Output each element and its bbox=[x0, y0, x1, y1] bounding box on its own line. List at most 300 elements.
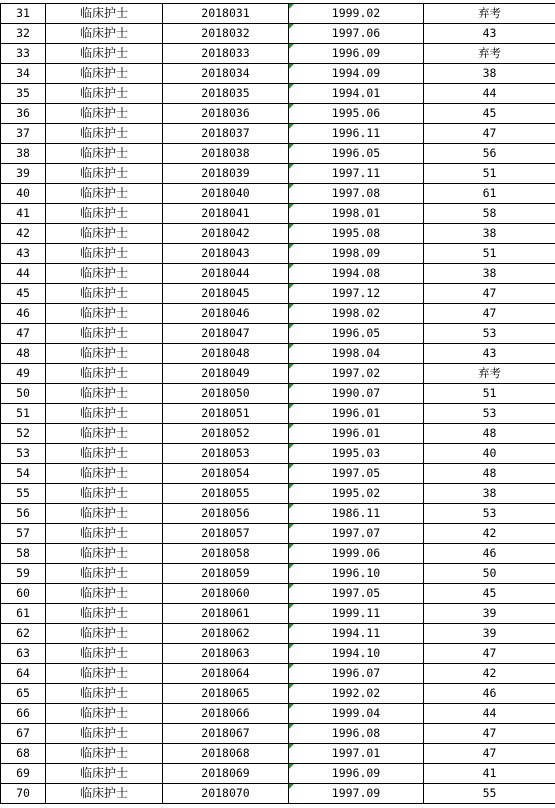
number-as-text-indicator-icon bbox=[289, 444, 294, 449]
row-number-cell-text: 59 bbox=[16, 566, 30, 580]
position-cell-text: 临床护士 bbox=[79, 206, 128, 220]
table-row bbox=[1, 444, 555, 464]
exam-id-cell bbox=[163, 184, 289, 204]
number-as-text-indicator-icon bbox=[289, 504, 294, 509]
exam-id-cell bbox=[163, 544, 289, 564]
score-cell bbox=[424, 284, 555, 304]
position-cell bbox=[46, 444, 163, 464]
position-cell bbox=[46, 344, 163, 364]
score-cell-text: 48 bbox=[482, 466, 497, 480]
score-cell bbox=[424, 324, 555, 344]
position-cell-text: 临床护士 bbox=[79, 646, 128, 660]
exam-id-cell bbox=[163, 484, 289, 504]
table-row bbox=[1, 724, 555, 744]
table-row bbox=[1, 644, 555, 664]
position-cell bbox=[46, 364, 163, 384]
position-cell-text: 临床护士 bbox=[79, 546, 128, 560]
position-cell bbox=[46, 564, 163, 584]
score-cell-text: 51 bbox=[482, 386, 497, 400]
birth-date-cell-text: 1996.09 bbox=[331, 766, 381, 780]
exam-id-cell bbox=[163, 64, 289, 84]
exam-id-cell bbox=[163, 364, 289, 384]
table-row bbox=[1, 464, 555, 484]
score-cell-text: 56 bbox=[482, 146, 497, 160]
birth-date-cell-text: 1994.08 bbox=[331, 266, 381, 280]
exam-id-cell-text: 2018065 bbox=[201, 686, 250, 700]
exam-id-cell-text: 2018060 bbox=[201, 586, 250, 600]
row-number-cell bbox=[1, 184, 46, 204]
birth-date-cell bbox=[289, 384, 424, 404]
number-as-text-indicator-icon bbox=[289, 404, 294, 409]
birth-date-cell bbox=[289, 4, 424, 24]
exam-id-cell-text: 2018049 bbox=[201, 366, 250, 380]
position-cell bbox=[46, 404, 163, 424]
position-cell-text: 临床护士 bbox=[79, 186, 128, 200]
row-number-cell bbox=[1, 364, 46, 384]
number-as-text-indicator-icon bbox=[289, 264, 294, 269]
row-number-cell-text: 64 bbox=[16, 666, 30, 680]
birth-date-cell bbox=[289, 644, 424, 664]
number-as-text-indicator-icon bbox=[289, 744, 294, 749]
exam-id-cell-text: 2018045 bbox=[201, 286, 250, 300]
number-as-text-indicator-icon bbox=[289, 704, 294, 709]
exam-id-cell bbox=[163, 104, 289, 124]
position-cell-text: 临床护士 bbox=[79, 366, 128, 380]
score-cell-text: 53 bbox=[482, 326, 497, 340]
score-cell bbox=[424, 244, 555, 264]
position-cell bbox=[46, 524, 163, 544]
birth-date-cell-text: 1998.02 bbox=[331, 306, 381, 320]
birth-date-cell bbox=[289, 484, 424, 504]
score-cell bbox=[424, 684, 555, 704]
table-row bbox=[1, 344, 555, 364]
row-number-cell-text: 52 bbox=[16, 426, 30, 440]
row-number-cell bbox=[1, 144, 46, 164]
position-cell-text: 临床护士 bbox=[79, 146, 128, 160]
row-number-cell bbox=[1, 604, 46, 624]
score-cell-text: 42 bbox=[482, 666, 497, 680]
position-cell-text: 临床护士 bbox=[79, 86, 128, 100]
exam-id-cell bbox=[163, 444, 289, 464]
score-cell bbox=[424, 204, 555, 224]
number-as-text-indicator-icon bbox=[289, 44, 294, 49]
score-cell bbox=[424, 164, 555, 184]
score-cell-text: 50 bbox=[482, 566, 497, 580]
table-row bbox=[1, 84, 555, 104]
score-cell bbox=[424, 724, 555, 744]
exam-id-cell bbox=[163, 704, 289, 724]
position-cell bbox=[46, 264, 163, 284]
row-number-cell-text: 65 bbox=[16, 686, 30, 700]
score-cell bbox=[424, 484, 555, 504]
exam-id-cell bbox=[163, 424, 289, 444]
score-cell bbox=[424, 4, 555, 24]
row-number-cell bbox=[1, 324, 46, 344]
score-cell bbox=[424, 304, 555, 324]
row-number-cell bbox=[1, 564, 46, 584]
number-as-text-indicator-icon bbox=[289, 104, 294, 109]
score-cell-text: 51 bbox=[482, 246, 497, 260]
birth-date-cell bbox=[289, 124, 424, 144]
birth-date-cell-text: 1997.02 bbox=[331, 366, 381, 380]
score-cell bbox=[424, 344, 555, 364]
number-as-text-indicator-icon bbox=[289, 24, 294, 29]
position-cell-text: 临床护士 bbox=[79, 526, 128, 540]
position-cell-text: 临床护士 bbox=[79, 506, 128, 520]
birth-date-cell-text: 1996.11 bbox=[331, 126, 381, 140]
number-as-text-indicator-icon bbox=[289, 244, 294, 249]
birth-date-cell bbox=[289, 324, 424, 344]
score-cell-text: 41 bbox=[482, 766, 497, 780]
row-number-cell bbox=[1, 84, 46, 104]
exam-id-cell bbox=[163, 244, 289, 264]
exam-id-cell bbox=[163, 264, 289, 284]
position-cell bbox=[46, 724, 163, 744]
exam-id-cell-text: 2018046 bbox=[201, 306, 250, 320]
score-cell bbox=[424, 124, 555, 144]
birth-date-cell-text: 1996.05 bbox=[331, 146, 381, 160]
number-as-text-indicator-icon bbox=[289, 64, 294, 69]
row-number-cell bbox=[1, 384, 46, 404]
row-number-cell bbox=[1, 704, 46, 724]
score-cell-text: 45 bbox=[482, 586, 497, 600]
exam-id-cell-text: 2018057 bbox=[201, 526, 250, 540]
exam-id-cell-text: 2018044 bbox=[201, 266, 250, 280]
exam-id-cell bbox=[163, 84, 289, 104]
row-number-cell bbox=[1, 164, 46, 184]
position-cell-text: 临床护士 bbox=[79, 766, 128, 780]
row-number-cell bbox=[1, 244, 46, 264]
row-number-cell bbox=[1, 784, 46, 804]
table-row bbox=[1, 304, 555, 324]
row-number-cell-text: 42 bbox=[16, 226, 30, 240]
position-cell bbox=[46, 784, 163, 804]
position-cell bbox=[46, 504, 163, 524]
score-cell-text: 弃考 bbox=[478, 366, 501, 380]
exam-id-cell-text: 2018039 bbox=[201, 166, 250, 180]
birth-date-cell-text: 1990.07 bbox=[331, 386, 381, 400]
exam-id-cell-text: 2018063 bbox=[201, 646, 250, 660]
row-number-cell-text: 40 bbox=[16, 186, 30, 200]
row-number-cell-text: 48 bbox=[16, 346, 30, 360]
row-number-cell bbox=[1, 584, 46, 604]
number-as-text-indicator-icon bbox=[289, 464, 294, 469]
row-number-cell bbox=[1, 624, 46, 644]
score-cell bbox=[424, 704, 555, 724]
exam-id-cell bbox=[163, 464, 289, 484]
birth-date-cell bbox=[289, 64, 424, 84]
score-cell bbox=[424, 644, 555, 664]
table-row bbox=[1, 324, 555, 344]
table-row bbox=[1, 224, 555, 244]
row-number-cell bbox=[1, 484, 46, 504]
number-as-text-indicator-icon bbox=[289, 624, 294, 629]
exam-id-cell bbox=[163, 764, 289, 784]
exam-id-cell-text: 2018064 bbox=[201, 666, 250, 680]
row-number-cell-text: 63 bbox=[16, 646, 30, 660]
number-as-text-indicator-icon bbox=[289, 124, 294, 129]
row-number-cell-text: 34 bbox=[16, 66, 30, 80]
row-number-cell-text: 33 bbox=[16, 46, 30, 60]
score-cell-text: 51 bbox=[482, 166, 497, 180]
position-cell-text: 临床护士 bbox=[79, 286, 128, 300]
position-cell-text: 临床护士 bbox=[79, 706, 128, 720]
birth-date-cell-text: 1996.08 bbox=[331, 726, 381, 740]
exam-id-cell-text: 2018041 bbox=[201, 206, 250, 220]
score-cell-text: 53 bbox=[482, 406, 497, 420]
row-number-cell-text: 46 bbox=[16, 306, 30, 320]
birth-date-cell bbox=[289, 184, 424, 204]
score-cell-text: 44 bbox=[482, 86, 497, 100]
position-cell-text: 临床护士 bbox=[79, 266, 128, 280]
exam-id-cell bbox=[163, 664, 289, 684]
exam-id-cell bbox=[163, 204, 289, 224]
birth-date-cell-text: 1996.10 bbox=[331, 566, 381, 580]
exam-id-cell-text: 2018048 bbox=[201, 346, 250, 360]
birth-date-cell bbox=[289, 564, 424, 584]
score-cell-text: 38 bbox=[482, 486, 497, 500]
row-number-cell-text: 41 bbox=[16, 206, 30, 220]
row-number-cell bbox=[1, 644, 46, 664]
table-row bbox=[1, 104, 555, 124]
exam-id-cell bbox=[163, 344, 289, 364]
position-cell-text: 临床护士 bbox=[79, 126, 128, 140]
table-row bbox=[1, 764, 555, 784]
row-number-cell-text: 54 bbox=[16, 466, 30, 480]
position-cell bbox=[46, 624, 163, 644]
score-cell bbox=[424, 404, 555, 424]
row-number-cell-text: 31 bbox=[16, 6, 30, 20]
number-as-text-indicator-icon bbox=[289, 544, 294, 549]
row-number-cell-text: 70 bbox=[16, 786, 30, 800]
number-as-text-indicator-icon bbox=[289, 184, 294, 189]
exam-id-cell-text: 2018067 bbox=[201, 726, 250, 740]
score-cell bbox=[424, 604, 555, 624]
table-row bbox=[1, 544, 555, 564]
row-number-cell bbox=[1, 4, 46, 24]
birth-date-cell bbox=[289, 464, 424, 484]
row-number-cell bbox=[1, 664, 46, 684]
table-row bbox=[1, 424, 555, 444]
row-number-cell-text: 45 bbox=[16, 286, 30, 300]
score-cell bbox=[424, 264, 555, 284]
exam-id-cell bbox=[163, 24, 289, 44]
score-cell bbox=[424, 184, 555, 204]
table-row bbox=[1, 404, 555, 424]
position-cell bbox=[46, 144, 163, 164]
birth-date-cell-text: 1996.01 bbox=[331, 426, 381, 440]
exam-id-cell-text: 2018059 bbox=[201, 566, 250, 580]
position-cell-text: 临床护士 bbox=[79, 726, 128, 740]
exam-id-cell bbox=[163, 404, 289, 424]
row-number-cell bbox=[1, 264, 46, 284]
table-row bbox=[1, 664, 555, 684]
position-cell bbox=[46, 464, 163, 484]
position-cell bbox=[46, 104, 163, 124]
exam-id-cell-text: 2018032 bbox=[201, 26, 250, 40]
number-as-text-indicator-icon bbox=[289, 224, 294, 229]
row-number-cell-text: 61 bbox=[16, 606, 30, 620]
birth-date-cell-text: 1994.11 bbox=[331, 626, 381, 640]
score-cell bbox=[424, 584, 555, 604]
position-cell-text: 临床护士 bbox=[79, 666, 128, 680]
position-cell bbox=[46, 424, 163, 444]
position-cell bbox=[46, 584, 163, 604]
row-number-cell-text: 55 bbox=[16, 486, 30, 500]
birth-date-cell bbox=[289, 604, 424, 624]
table-row bbox=[1, 784, 555, 804]
score-cell bbox=[424, 424, 555, 444]
exam-id-cell-text: 2018031 bbox=[201, 6, 250, 20]
row-number-cell bbox=[1, 24, 46, 44]
table-row bbox=[1, 204, 555, 224]
exam-id-cell-text: 2018066 bbox=[201, 706, 250, 720]
table-body bbox=[1, 4, 555, 804]
number-as-text-indicator-icon bbox=[289, 484, 294, 489]
table-row bbox=[1, 4, 555, 24]
position-cell bbox=[46, 664, 163, 684]
birth-date-cell-text: 1996.01 bbox=[331, 406, 381, 420]
exam-id-cell bbox=[163, 304, 289, 324]
score-cell-text: 46 bbox=[482, 686, 497, 700]
position-cell bbox=[46, 764, 163, 784]
exam-id-cell-text: 2018040 bbox=[201, 186, 250, 200]
birth-date-cell bbox=[289, 24, 424, 44]
table-row bbox=[1, 364, 555, 384]
score-cell bbox=[424, 84, 555, 104]
position-cell-text: 临床护士 bbox=[79, 386, 128, 400]
score-cell-text: 47 bbox=[482, 746, 497, 760]
table-row bbox=[1, 704, 555, 724]
number-as-text-indicator-icon bbox=[289, 664, 294, 669]
birth-date-cell-text: 1994.09 bbox=[331, 66, 381, 80]
exam-id-cell bbox=[163, 44, 289, 64]
birth-date-cell-text: 1997.01 bbox=[331, 746, 381, 760]
position-cell-text: 临床护士 bbox=[79, 226, 128, 240]
exam-id-cell-text: 2018038 bbox=[201, 146, 250, 160]
birth-date-cell bbox=[289, 284, 424, 304]
number-as-text-indicator-icon bbox=[289, 724, 294, 729]
exam-id-cell bbox=[163, 4, 289, 24]
exam-id-cell-text: 2018037 bbox=[201, 126, 250, 140]
position-cell bbox=[46, 324, 163, 344]
table-row bbox=[1, 744, 555, 764]
number-as-text-indicator-icon bbox=[289, 324, 294, 329]
birth-date-cell-text: 1999.04 bbox=[331, 706, 381, 720]
birth-date-cell-text: 1996.07 bbox=[331, 666, 381, 680]
exam-id-cell bbox=[163, 604, 289, 624]
score-cell bbox=[424, 764, 555, 784]
row-number-cell-text: 38 bbox=[16, 146, 30, 160]
score-cell-text: 40 bbox=[482, 446, 497, 460]
birth-date-cell bbox=[289, 784, 424, 804]
score-cell-text: 39 bbox=[482, 626, 497, 640]
table-row bbox=[1, 144, 555, 164]
position-cell-text: 临床护士 bbox=[79, 246, 128, 260]
birth-date-cell-text: 1995.02 bbox=[331, 486, 381, 500]
table-row bbox=[1, 244, 555, 264]
position-cell bbox=[46, 704, 163, 724]
position-cell-text: 临床护士 bbox=[79, 46, 128, 60]
position-cell bbox=[46, 604, 163, 624]
row-number-cell bbox=[1, 44, 46, 64]
number-as-text-indicator-icon bbox=[289, 344, 294, 349]
number-as-text-indicator-icon bbox=[289, 784, 294, 789]
table-row bbox=[1, 564, 555, 584]
row-number-cell-text: 39 bbox=[16, 166, 30, 180]
birth-date-cell bbox=[289, 444, 424, 464]
birth-date-cell bbox=[289, 84, 424, 104]
number-as-text-indicator-icon bbox=[289, 684, 294, 689]
position-cell-text: 临床护士 bbox=[79, 426, 128, 440]
number-as-text-indicator-icon bbox=[289, 604, 294, 609]
row-number-cell bbox=[1, 344, 46, 364]
number-as-text-indicator-icon bbox=[289, 764, 294, 769]
position-cell-text: 临床护士 bbox=[79, 746, 128, 760]
row-number-cell bbox=[1, 544, 46, 564]
score-cell-text: 47 bbox=[482, 646, 497, 660]
row-number-cell-text: 47 bbox=[16, 326, 30, 340]
exam-id-cell bbox=[163, 624, 289, 644]
row-number-cell bbox=[1, 404, 46, 424]
exam-id-cell-text: 2018047 bbox=[201, 326, 250, 340]
birth-date-cell-text: 1995.08 bbox=[331, 226, 381, 240]
row-number-cell bbox=[1, 104, 46, 124]
birth-date-cell bbox=[289, 764, 424, 784]
exam-id-cell bbox=[163, 284, 289, 304]
row-number-cell-text: 57 bbox=[16, 526, 30, 540]
birth-date-cell bbox=[289, 624, 424, 644]
row-number-cell bbox=[1, 284, 46, 304]
position-cell-text: 临床护士 bbox=[79, 406, 128, 420]
birth-date-cell bbox=[289, 224, 424, 244]
table-row bbox=[1, 44, 555, 64]
table-row bbox=[1, 24, 555, 44]
birth-date-cell-text: 1995.06 bbox=[331, 106, 381, 120]
birth-date-cell bbox=[289, 524, 424, 544]
position-cell bbox=[46, 84, 163, 104]
score-cell-text: 39 bbox=[482, 606, 497, 620]
score-cell-text: 47 bbox=[482, 286, 497, 300]
table-row bbox=[1, 604, 555, 624]
exam-id-cell bbox=[163, 144, 289, 164]
birth-date-cell-text: 1995.03 bbox=[331, 446, 381, 460]
birth-date-cell-text: 1998.04 bbox=[331, 346, 381, 360]
position-cell bbox=[46, 184, 163, 204]
exam-id-cell-text: 2018050 bbox=[201, 386, 250, 400]
row-number-cell bbox=[1, 224, 46, 244]
row-number-cell-text: 60 bbox=[16, 586, 30, 600]
exam-id-cell-text: 2018070 bbox=[201, 786, 250, 800]
birth-date-cell bbox=[289, 164, 424, 184]
table-row bbox=[1, 284, 555, 304]
position-cell bbox=[46, 24, 163, 44]
position-cell-text: 临床护士 bbox=[79, 106, 128, 120]
row-number-cell-text: 49 bbox=[16, 366, 30, 380]
row-number-cell bbox=[1, 684, 46, 704]
row-number-cell-text: 58 bbox=[16, 546, 30, 560]
score-cell-text: 48 bbox=[482, 426, 497, 440]
birth-date-cell bbox=[289, 104, 424, 124]
table-row bbox=[1, 184, 555, 204]
exam-id-cell bbox=[163, 384, 289, 404]
score-cell-text: 38 bbox=[482, 226, 497, 240]
row-number-cell bbox=[1, 424, 46, 444]
exam-id-cell-text: 2018053 bbox=[201, 446, 250, 460]
row-number-cell-text: 32 bbox=[16, 26, 30, 40]
row-number-cell bbox=[1, 464, 46, 484]
exam-id-cell-text: 2018068 bbox=[201, 746, 250, 760]
